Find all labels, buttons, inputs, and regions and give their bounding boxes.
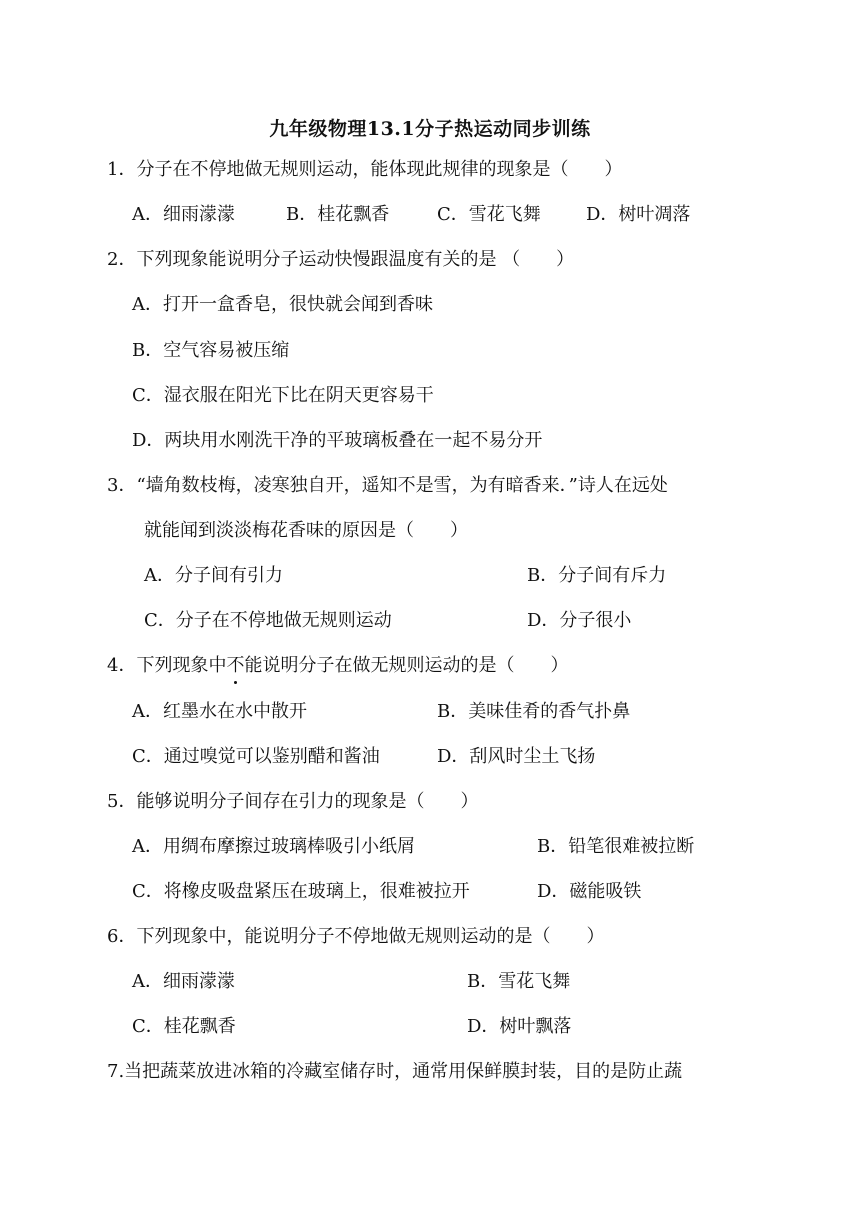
question-3-option-b: B．分子间有斥力 <box>527 565 667 586</box>
question-4-option-a: A．红墨水在水中散开 <box>132 701 307 722</box>
question-4-emphasis-mark: 不 <box>226 655 245 676</box>
question-6-option-c: C．桂花飘香 <box>132 1016 236 1037</box>
question-1-option-d: D．树叶凋落 <box>586 204 691 225</box>
question-5-option-c: C．将橡皮吸盘紧压在玻璃上，很难被拉开 <box>132 881 470 902</box>
question-2-option-c: C．湿衣服在阳光下比在阴天更容易干 <box>132 385 434 406</box>
question-1-option-c: C．雪花飞舞 <box>437 204 541 225</box>
question-5-option-b: B．铅笔很难被拉断 <box>537 836 695 857</box>
question-4-stem-pre: 4．下列现象中 <box>107 655 227 676</box>
question-4-stem-post: 能说明分子在做无规则运动的是（ ） <box>244 655 569 676</box>
question-2-option-a: A．打开一盒香皂，很快就会闻到香味 <box>132 294 433 315</box>
question-1-option-a: A．细雨濛濛 <box>132 204 235 225</box>
question-6-option-b: B．雪花飞舞 <box>467 971 571 992</box>
question-7-stem: 7.当把蔬菜放进冰箱的冷藏室储存时，通常用保鲜膜封装，目的是防止蔬 <box>107 1061 683 1082</box>
question-6-option-a: A．细雨濛濛 <box>132 971 235 992</box>
question-4-option-b: B．美味佳肴的香气扑鼻 <box>437 701 631 722</box>
question-4-option-d: D．刮风时尘土飞扬 <box>437 746 596 767</box>
question-3-option-a: A．分子间有引力 <box>144 565 283 586</box>
question-3-stem-line-2: 就能闻到淡淡梅花香味的原因是（ ） <box>144 520 468 541</box>
question-3-option-c: C．分子在不停地做无规则运动 <box>144 610 392 631</box>
question-5-stem: 5．能够说明分子间存在引力的现象是（ ） <box>107 791 479 812</box>
question-4-stem <box>107 654 568 678</box>
question-3-option-d: D．分子很小 <box>527 610 632 631</box>
question-5-option-d: D．磁能吸铁 <box>537 881 642 902</box>
question-2-stem: 2．下列现象能说明分子运动快慢跟温度有关的是 （ ） <box>107 249 575 270</box>
question-6-stem: 6．下列现象中，能说明分子不停地做无规则运动的是（ ） <box>107 926 605 947</box>
question-6-option-d: D．树叶飘落 <box>467 1016 572 1037</box>
question-1-stem: 1．分子在不停地做无规则运动，能体现此规律的现象是（ ） <box>107 159 623 180</box>
question-3-stem-line-1: 3．“墙角数枝梅，凌寒独自开，遥知不是雪，为有暗香来．”诗人在远处 <box>107 475 668 496</box>
question-5-option-a: A．用绸布摩擦过玻璃棒吸引小纸屑 <box>132 836 415 857</box>
question-2-option-d: D．两块用水刚洗干净的平玻璃板叠在一起不易分开 <box>132 430 543 451</box>
question-2-option-b: B．空气容易被压缩 <box>132 340 290 361</box>
question-4-option-c: C．通过嗅觉可以鉴别醋和酱油 <box>132 746 380 767</box>
document-title: 九年级物理13.1分子热运动同步训练 <box>269 118 591 140</box>
question-1-option-b: B．桂花飘香 <box>286 204 390 225</box>
